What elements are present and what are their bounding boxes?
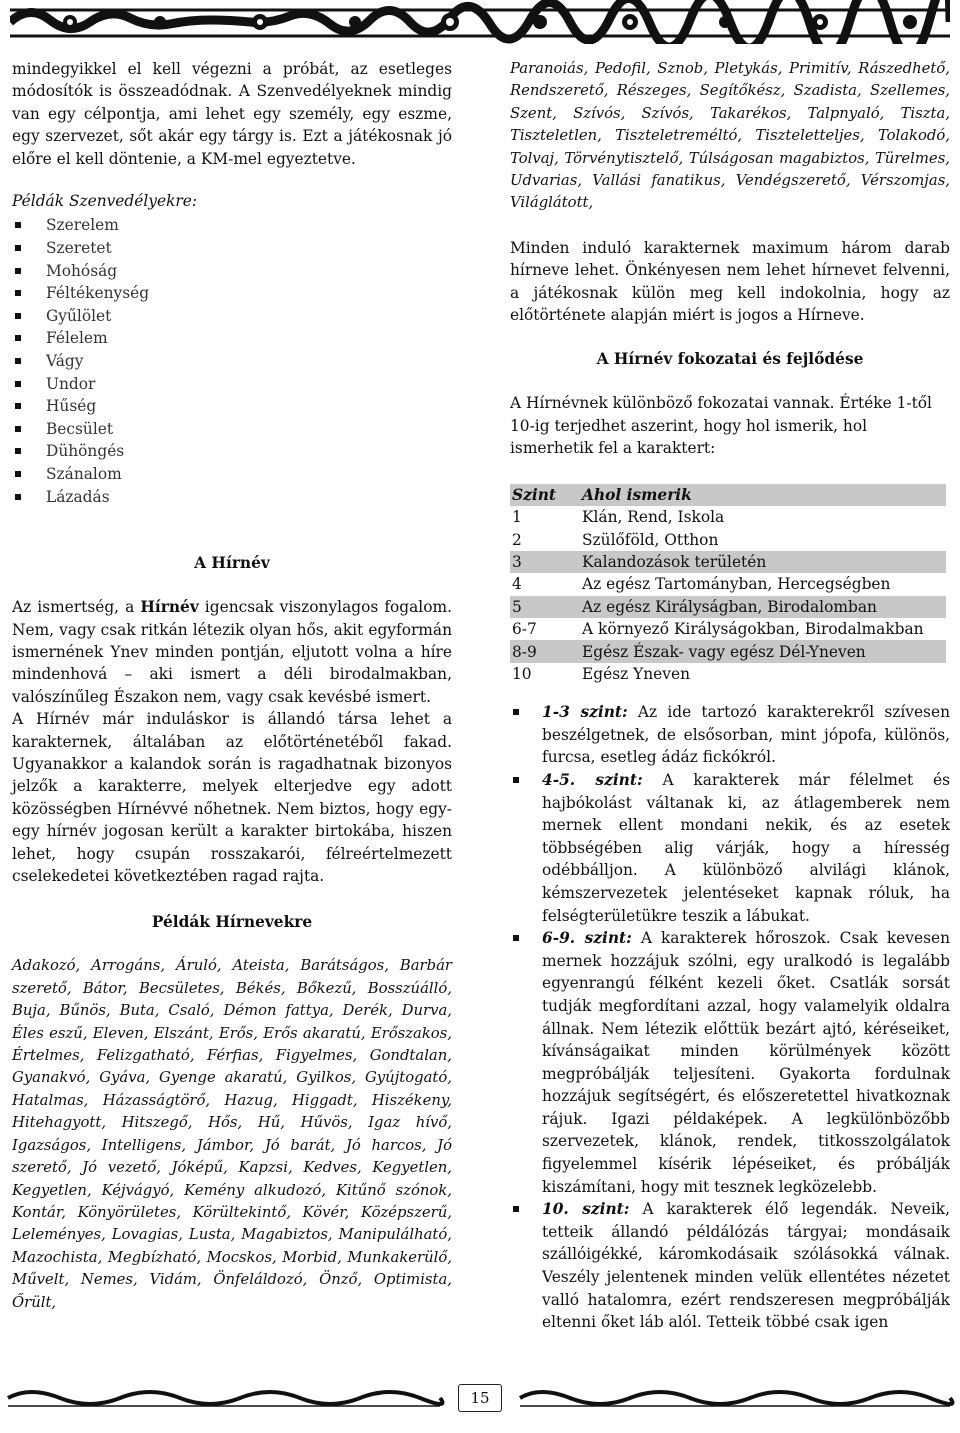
fame-paragraph-1 (12, 596, 452, 708)
list-item: Hűség (12, 395, 452, 418)
table-cell-level: 6-7 (512, 620, 537, 639)
table-cell-where: Szülőföld, Otthon (582, 530, 719, 549)
rank-label: 4-5. szint: (542, 770, 643, 789)
examples-heading: Példák Hírnevekre (151, 913, 313, 932)
list-item: Féltékenység (12, 282, 452, 305)
table-cell-level: 8-9 (512, 642, 537, 661)
fame-levels-paragraph: A Hírnévnek különböző fokozatai vannak. Értéke 1-től 10-ig terjedhet aszerint, hogy hol ismerik, hol ismerhetik fel a karaktert: (510, 394, 932, 458)
table-row (510, 528, 946, 550)
rank-text: A karakterek hőroszok. Csak kevesen mernek hozzájuk szólni, egy uralkodó is legalább egyenrangú félként kezeli őket. Csatlák sorsát tudják megfordítani azzal, hogy valamelyik oldalra állnak. Nem létezik előttük bezárt ajtó, kéréseiket, kívánságaikat minden körülmények között megpróbálják teljesíteni. Gyakorta fordulnak hozzájuk segítségért, és előszeretettel hivatkoznak rájuk. Igazi példaképek. A legkülönbözőbb szervezetek, klánok, rendek, titkosszolgálatok figyelemmel kísérik lépéseiket, és próbálják kiszámítani, hogy mit tesznek legközelebb. (542, 929, 950, 1196)
rank-text: Az ide tartozó karakterekről szívesen beszélgetnek, de elsősorban, mint jópofa, különös, furcsa, esetleg ádáz fickókról. (542, 703, 950, 767)
list-item (510, 927, 950, 1198)
list-item: Mohóság (12, 260, 452, 283)
table-row (510, 640, 946, 662)
list-item (510, 1198, 950, 1334)
fame-examples-list-part2: Paranoiás, Pedofil, Sznob, Pletykás, Primitív, Rászedhető, Rendszerető, Részeges, Segítőkész, Szadista, Szellemes, Szent, Szívós, Szívós, Takarékos, Talpnyaló, Tiszta, Tiszteletlen, Tiszteletreméltó, Tiszteletteljes, Tolakodó, Tolvaj, Törvénytisztelő, Túlságosan magabiztos, Türelmes, Udvarias, Vallási fanatikus, Vendégszerető, Vérszomjas, Világlátott, (510, 60, 950, 212)
table-cell-where: Klán, Rend, Iskola (582, 508, 725, 527)
table-row (510, 663, 946, 685)
passions-list (12, 214, 452, 508)
fame-levels-table (510, 484, 946, 686)
ornamental-border-icon (10, 0, 950, 44)
table-cell-where: Kalandozások területén (582, 553, 767, 572)
table-cell-where: Az egész Tartományban, Hercegségben (582, 575, 891, 594)
intro-paragraph: mindegyikkel el kell végezni a próbát, az esetleges módosítók is összeadódnak. A Szenvedélyeknek mindig van egy célpontja, ami lehet egy személy, egy eszme, egy szervezet, sőt akár egy tárgy is. Ezt a játékosnak jó előre el kell döntenie, a KM-mel egyeztetve. (12, 60, 452, 168)
rank-label: 1-3 szint: (542, 703, 628, 722)
table-cell-level: 10 (512, 665, 532, 683)
table-cell-level: 1 (512, 508, 522, 527)
table-cell-level: 3 (512, 553, 522, 572)
table-cell-where: Egész Yneven (582, 665, 690, 683)
table-header-where: Ahol ismerik (582, 485, 692, 504)
list-item: Dühöngés (12, 440, 452, 463)
table-cell-level: 4 (512, 575, 522, 594)
table-row (510, 551, 946, 573)
fame-limit-paragraph: Minden induló karakternek maximum három darab hírneve lehet. Önkényesen nem lehet hírnevet felvenni, a játékosnak külön meg kell indokolnia, hogy az előtörténete alapján miért is jogos a Hírneve. (510, 238, 950, 325)
list-item: Lázadás (12, 486, 452, 509)
fame-levels-heading: A Hírnév fokozatai és fejlődése (596, 350, 864, 369)
fame-p1-start: Az ismertség, a (12, 598, 141, 617)
rank-label: 6-9. szint: (542, 929, 632, 948)
right-column (510, 58, 950, 1334)
table-cell-level: 5 (512, 597, 522, 616)
list-item: Vágy (12, 350, 452, 373)
list-item: Gyűlölet (12, 305, 452, 328)
fame-examples-list-part1: Adakozó, Arrogáns, Áruló, Ateista, Barátságos, Barbár szerető, Bátor, Becsületes, Békés, Bőkezű, Bosszúálló, Buja, Bűnös, Buta, Csaló, Démon fattya, Derék, Durva, Éles eszű, Eleven, Elszánt, Erős, Erős akaratú, Erőszakos, Értelmes, Felizgatható, Férfias, Figyelmes, Gondtalan, Gyanakvó, Gyáva, Gyenge akaratú, Gyilkos, Gyújtogató, Hatalmas, Házasságtörő, Hazug, Higgadt, Hiszékeny, Hitehagyott, Hitszegő, Hős, Hű, Hűvös, Igaz hívő, Igazságos, Intelligens, Jámbor, Jó barát, Jó harcos, Jó szerető, Jó vezető, Jóképű, Kapzsi, Kedves, Kegyetlen, Kegyetlen, Kéjvágyó, Kemény alkudozó, Kitűnő szónok, Kontár, Könyörületes, Körültekintő, Kövér, Középszerű, Leleményes, Lovagias, Lusta, Magabiztos, Manipulálható, Mazochista, Megbízható, Mocskos, Morbid, Munkakerülő, Művelt, Nemes, Vidám, Önfeláldozó, Önző, Optimista, Őrült, (12, 957, 452, 1311)
list-item: Szeretet (12, 237, 452, 260)
table-cell-where: A környező Királyságokban, Birodalmakban (582, 620, 924, 639)
passions-heading: Példák Szenvedélyekre: (12, 192, 198, 211)
list-item: Szerelem (12, 214, 452, 237)
table-row (510, 596, 946, 618)
list-item (510, 701, 950, 769)
ornamental-header-banner (10, 0, 950, 44)
table-row (510, 573, 946, 595)
fame-rank-list (510, 701, 950, 1334)
list-item (510, 769, 950, 927)
rank-text: A karakterek már félelmet és hajbókolást váltanak ki, az átlagemberek nem mernek ellent mondani nekik, és az esetek többségében alig várják, hogy a híresség odébbálljon. A különböző alvilági klánok, kémszervezetek jelentéseket kapnak róluk, ha felségterületükre teszik a lábukat. (542, 770, 950, 925)
rank-label: 10. szint: (542, 1200, 630, 1219)
table-header-row (510, 484, 946, 506)
table-row (510, 506, 946, 528)
table-cell-where: Az egész Királyságban, Birodalomban (582, 597, 877, 616)
table-header-level: Szint (512, 485, 557, 504)
table-cell-level: 2 (512, 530, 522, 549)
rank-text: A karakterek élő legendák. Neveik, tetteik állandó példálózás tárgyai; mondásaik szállóigékké, káromkodásaik szólásokká válnak. Veszély jelentenek minden velük ellentétes nézetet valló hatalomra, ezért rendszeresen megpróbálják eltenni őket láb alól. Tetteik többé csak igen (542, 1200, 950, 1332)
table-cell-where: Egész Észak- vagy egész Dél-Yneven (582, 642, 866, 661)
list-item: Becsület (12, 418, 452, 441)
fame-paragraph-2: A Hírnév már induláskor is állandó társa lehet a karakternek, általában az előtörténetéből fakad. Ugyanakkor a kalandok során is ragadhatnak bizonyos jelzők a karakterre, melyek elterjedve egy adott közösségben Hírnévvé nőhetnek. Nem biztos, hogy egy-egy hírnév jogosan került a karakter birtokába, hiszen lehet, hogy csupán rosszakarói, félreértelmezett cselekedetei következtében ragad rajta. (12, 710, 452, 886)
fame-heading: A Hírnév (194, 554, 270, 573)
fame-p1-rest: igencsak viszonylagos fogalom. Nem, vagy csak ritkán létezik olyan hős, akit egyformán ismernének Ynev minden pontján, eljutott volna a híre mindenhová – aki ismert a déli birodalmakban, valószínűleg Északon nem, vagy csak kevésbé ismert. (12, 598, 452, 706)
list-item: Félelem (12, 327, 452, 350)
page-number: 15 (458, 1384, 502, 1412)
list-item: Szánalom (12, 463, 452, 486)
fame-term: Hírnév (140, 598, 199, 617)
table-row (510, 618, 946, 640)
left-column (12, 58, 452, 1314)
list-item: Undor (12, 373, 452, 396)
